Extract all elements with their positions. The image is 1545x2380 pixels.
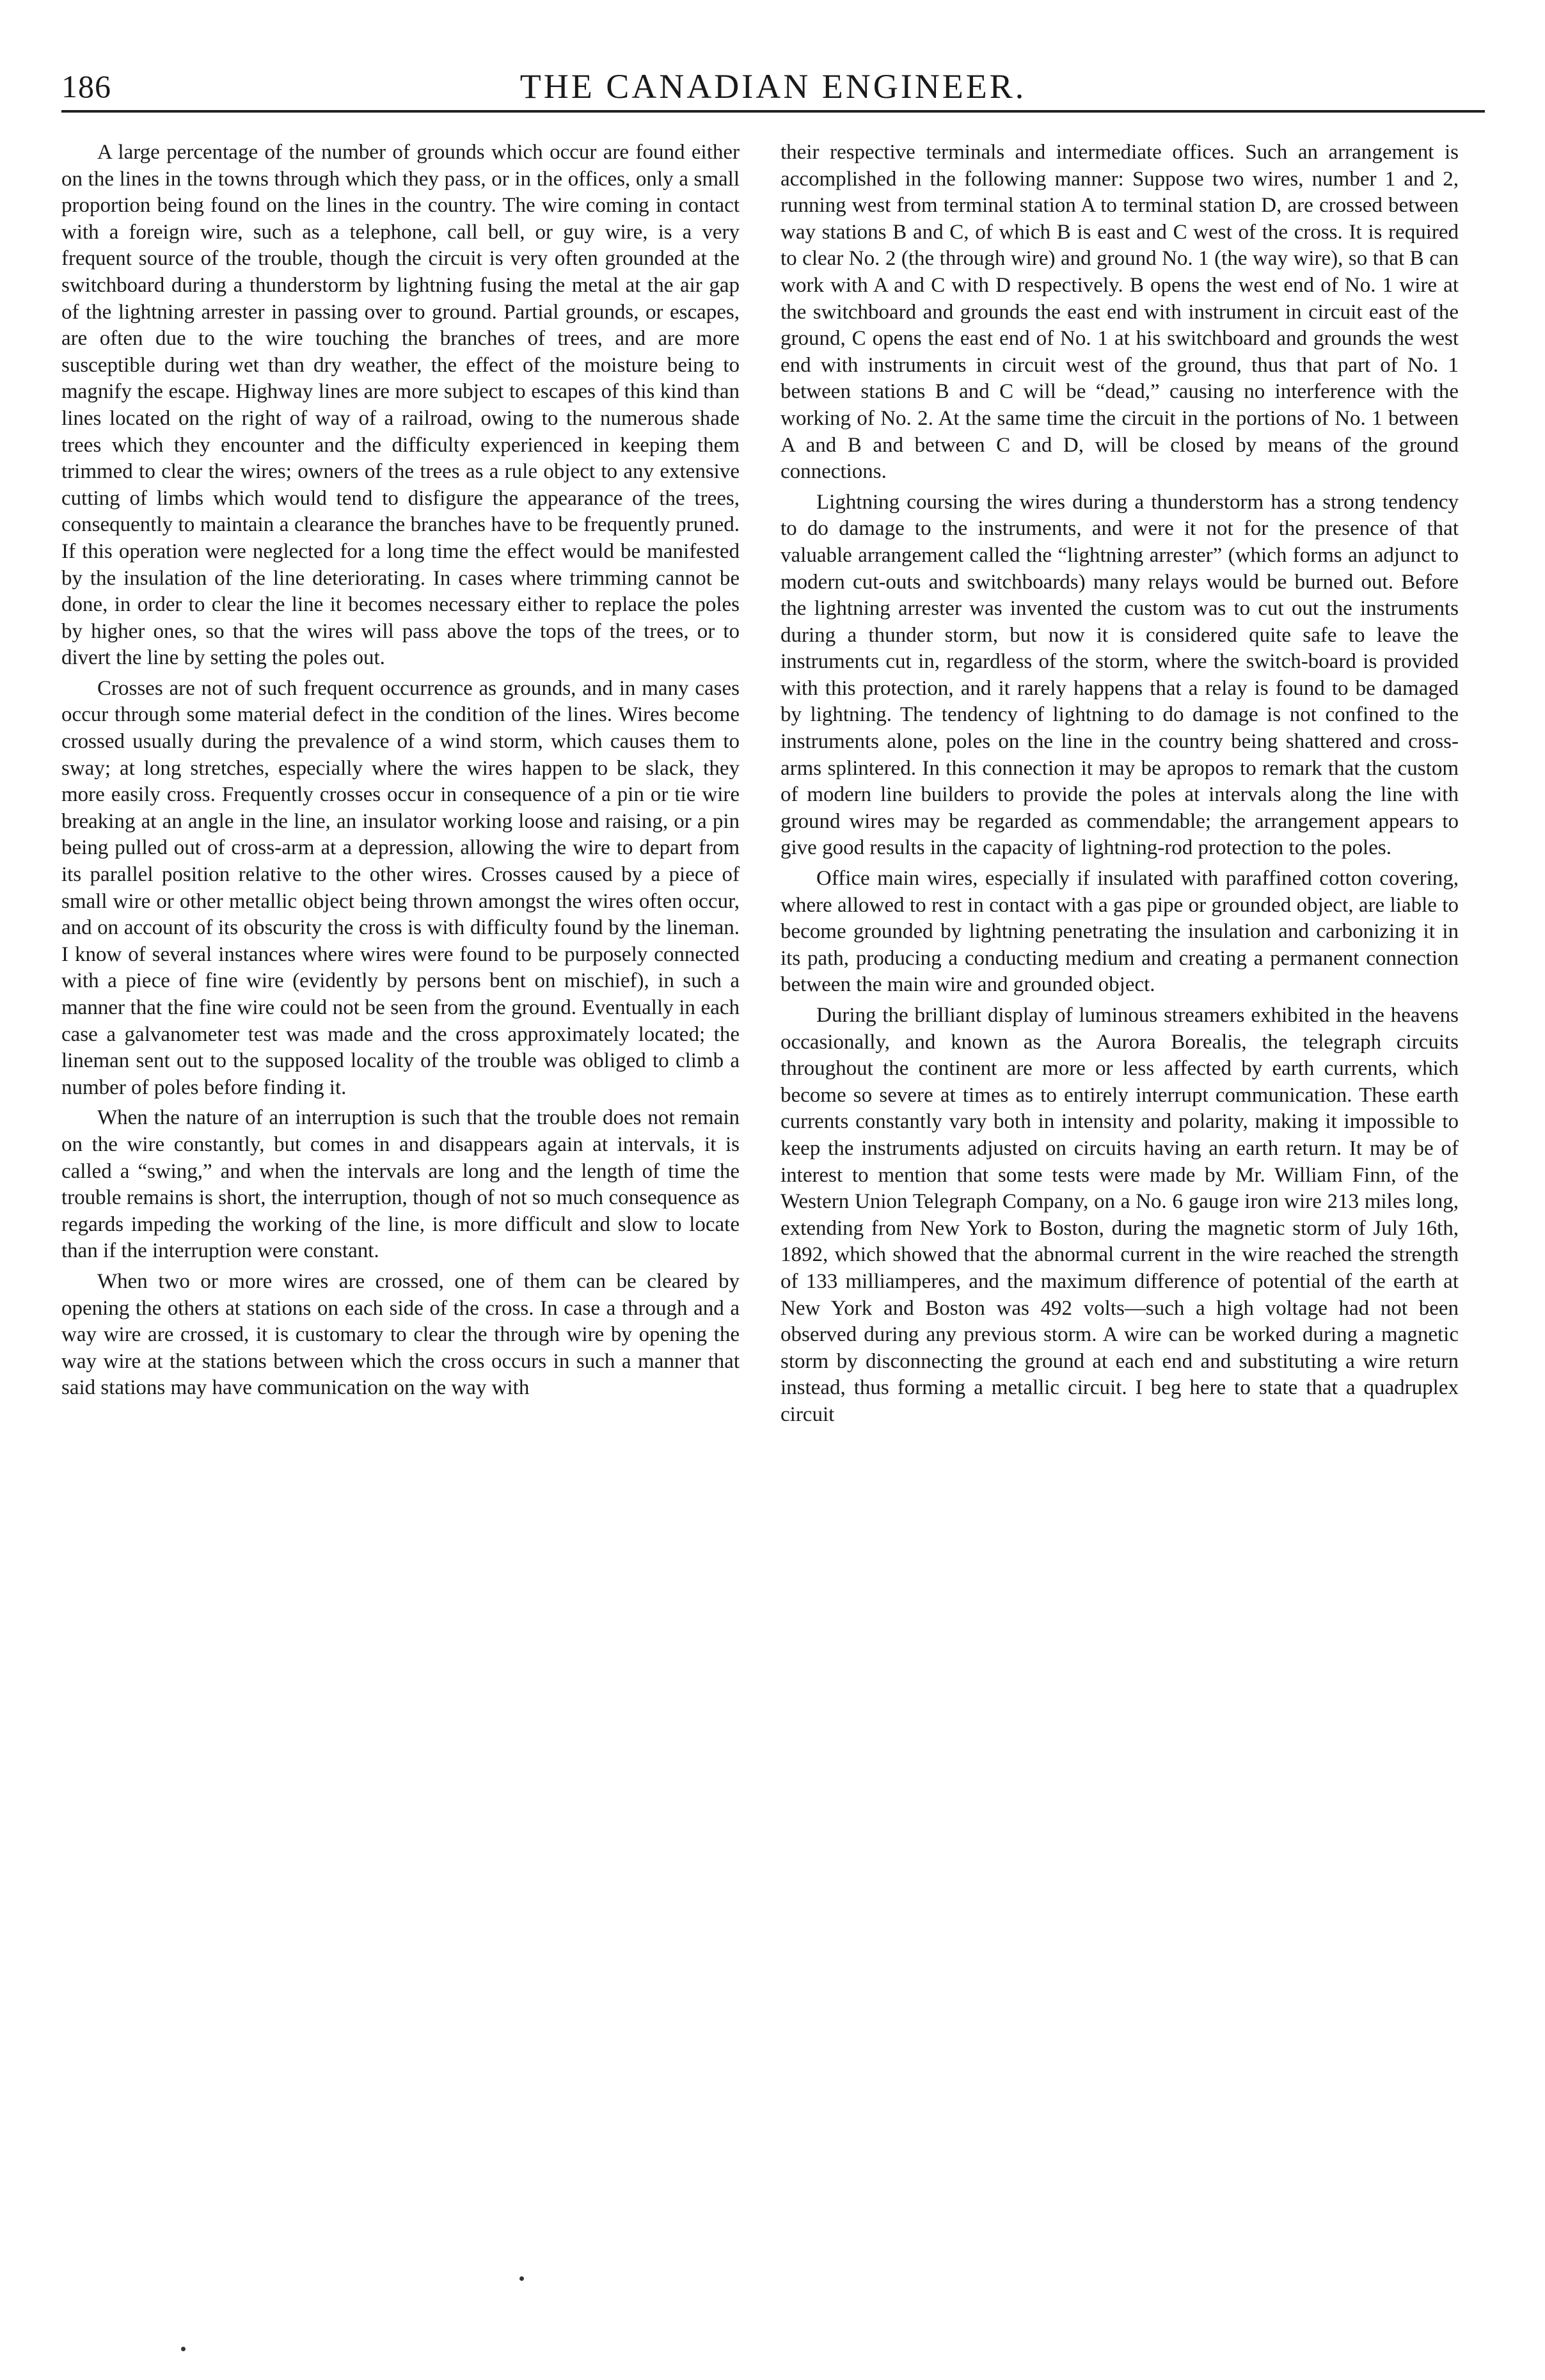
paragraph: When two or more wires are crossed, one of them can be cleared by opening the others at stations on each side of the cross. In case a through and a way wire are crossed, it is customary to clear the through wire by opening the way wire at the stations between which the cross occurs in such a manner that said stations may have communication on the way with <box>61 1269 740 1400</box>
scan-speck <box>519 2276 524 2281</box>
scan-speck <box>181 2347 186 2351</box>
paragraph: Crosses are not of such frequent occurrence as grounds, and in many cases occur through some material defect in the condition of the lines. Wires become crossed usually during the prevalence of a wind storm, which causes them to sway; at long stretches, especially where the wires happen to be slack, they more easily cross. Frequently crosses occur in consequence of a pin or tie wire breaking at an angle in the line, an insulator working loose and raising, or a pin being pulled out of cross-arm at a depression, allowing the wire to depart from its parallel position relative to the other wires. Crosses caused by a piece of small wire or other metallic object being thrown amongst the wires often occur, and on account of its obscurity the cross is with difficulty found by the lineman. I know of several instances where wires were found to be purposely connected with a piece of fine wire (evidently by persons bent on mischief), in such a manner that the fine wire could not be seen from the ground. Eventually in each case a galvanometer test was made and the cross approximately located; the lineman sent out to the supposed locality of the trouble was obliged to climb a number of poles before finding it. <box>61 676 740 1099</box>
header-rule <box>61 110 1485 113</box>
paragraph: Lightning coursing the wires during a thunderstorm has a strong tendency to do damage to the instruments, and were it not for the presence of that valuable arrangement called the “lightning arrester” (which forms an adjunct to modern cut-outs and switchboards) many relays would be burned out. Before the lightning arrester was invented the custom was to cut out the instruments during a thunder storm, but now it is considered quite safe to leave the instruments cut in, regardless of the storm, where the switch-board is provided with this protection, and it rarely happens that a relay is found to be damaged by lightning. The tendency of lightning to do damage is not confined to the instruments alone, poles on the line in the country being shattered and cross-arms splintered. In this connection it may be apropos to remark that the custom of modern line builders to provide the poles at intervals along the line with ground wires may be regarded as commendable; the arrangement appears to give good results in the capacity of lightning-rod protection to the poles. <box>780 490 1459 860</box>
page-header <box>61 64 1485 109</box>
paragraph: A large percentage of the number of grounds which occur are found either on the lines in the towns through which they pass, or in the offices, only a small proportion being found on the lines in the country. The wire coming in contact with a foreign wire, such as a telephone, call bell, or guy wire, is a very frequent source of the trouble, though the circuit is very often grounded at the switchboard during a thunderstorm by lightning fusing the metal at the air gap of the lightning arrester in passing over to ground. Partial grounds, or escapes, are often due to the wire touching the branches of trees, and are more susceptible during wet than dry weather, the effect of the moisture being to magnify the escape. Highway lines are more subject to escapes of this kind than lines located on the right of way of a railroad, owing to the numerous shade trees which they encounter and the difficulty experienced in keeping them trimmed to clear the wires; owners of the trees as a rule object to any extensive cutting of limbs which would tend to disfigure the appearance of the trees, consequently to maintain a clearance the branches have to be frequently pruned. If this operation were neglected for a long time the effect would be manifested by the insulation of the line deteriorating. In cases where trimming cannot be done, in order to clear the line it becomes necessary either to replace the poles by higher ones, so that the wires will pass above the tops of the trees, or to divert the line by setting the poles out. <box>61 141 740 670</box>
paragraph: Office main wires, especially if insulated with paraffined cotton covering, where allowed to rest in contact with a gas pipe or grounded object, are liable to become grounded by lightning penetrating the insulation and carbonizing it in its path, producing a conducting medium and creating a permanent connection between the main wire and grounded object. <box>780 867 1459 997</box>
right-column <box>780 139 1459 2200</box>
paragraph: During the brilliant display of luminous streamers exhibited in the heavens occasionally, and known as the Aurora Borealis, the telegraph circuits throughout the continent are more or less affected by earth currents, which become so severe at times as to entirely interrupt communication. These earth currents constantly vary both in intensity and polarity, making it impossible to keep the instruments adjusted on circuits having an earth return. It may be of interest to mention that some tests were made by Mr. William Finn, of the Western Union Telegraph Company, on a No. 6 gauge iron wire 213 miles long, extending from New York to Boston, during the magnetic storm of July 16th, 1892, which showed that the abnormal current in the wire reached the strength of 133 milliamperes, and the maximum difference of potential of the earth at New York and Boston was 492 volts—such a high voltage had not been observed during any previous storm. A wire can be worked during a magnetic storm by disconnecting the ground at each end and substituting a wire return instead, thus forming a metallic circuit. I beg here to state that a quadruplex circuit <box>780 1004 1459 1426</box>
paragraph: When the nature of an interruption is such that the trouble does not remain on the wire constantly, but comes in and disappears again at intervals, it is called a “swing,” and when the intervals are long and the length of time the trouble remains is short, the interruption, though of not so much consequence as regards impeding the working of the line, is more difficult and slow to locate than if the interruption were constant. <box>61 1106 740 1263</box>
page-number: 186 <box>61 68 111 104</box>
paragraph: their respective terminals and intermediate offices. Such an arrangement is accomplished in the following manner: Suppose two wires, number 1 and 2, running west from terminal station A to terminal station D, are crossed between way stations B and C, of which B is east and C west of the cross. It is required to clear No. 2 (the through wire) and ground No. 1 (the way wire), so that B can work with A and C with D respectively. B opens the west end of No. 1 wire at the switchboard and grounds the east end with instrument in circuit east of the ground, C opens the east end of No. 1 at his switchboard and grounds the west end with instruments in circuit west of the ground, thus that part of No. 1 between stations B and C will be “dead,” causing no interference with the working of No. 2. At the same time the circuit in the portions of No. 1 between A and B and between C and D, will be closed by means of the ground connections. <box>780 141 1459 484</box>
left-column <box>61 139 740 2200</box>
running-title: THE CANADIAN ENGINEER. <box>519 67 1027 106</box>
